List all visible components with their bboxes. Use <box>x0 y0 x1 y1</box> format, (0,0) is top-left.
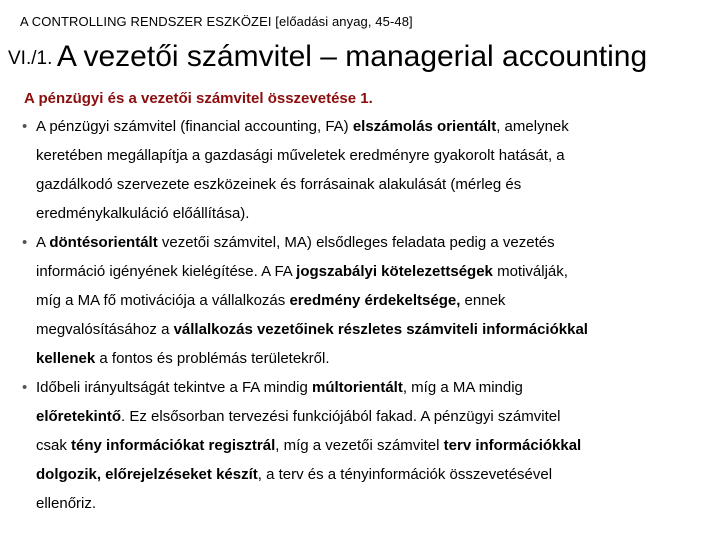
text-segment: A pénzügyi számvitel (financial accounting, FA) <box>36 118 353 135</box>
text-line <box>36 141 720 170</box>
header-line: A CONTROLLING RENDSZER ESZKÖZEI [előadási anyag, 45-48] <box>20 14 413 29</box>
text-line <box>36 373 720 402</box>
text-segment: eredménykalkuláció előállítása). <box>36 205 250 222</box>
bullet-text <box>36 228 720 373</box>
text-line <box>36 199 720 228</box>
text-line <box>36 489 720 518</box>
page-title <box>8 40 647 74</box>
bold-text: kellenek <box>36 350 96 367</box>
text-segment: míg a MA fő motivációja a vállalkozás <box>36 292 290 309</box>
text-line <box>36 170 720 199</box>
text-line <box>36 431 720 460</box>
bold-text: vállalkozás vezetőinek részletes számviteli információkkal <box>173 321 588 338</box>
text-line <box>36 286 720 315</box>
text-segment: . Ez elsősorban tervezési funkciójából fakad. A pénzügyi számvitel <box>121 408 561 425</box>
text-line <box>36 112 720 141</box>
text-segment: információ igényének kielégítése. A FA <box>36 263 297 280</box>
bold-text: eredmény érdekeltsége, <box>289 292 461 309</box>
text-line <box>36 460 720 489</box>
text-line <box>36 315 720 344</box>
bold-text: elszámolás orientált <box>352 118 497 135</box>
text-line <box>36 344 720 373</box>
text-segment: gazdálkodó szervezete eszközeinek és forrásainak alakulását (mérleg és <box>36 176 522 193</box>
section-number: VI./1. <box>8 48 53 69</box>
text-line <box>36 228 720 257</box>
bullet-text <box>36 112 720 228</box>
bullet-item <box>0 228 720 373</box>
bold-text: előretekintő <box>36 408 122 425</box>
bullet-list <box>0 112 720 518</box>
subtitle: A pénzügyi és a vezetői számvitel összevetése 1. <box>24 90 373 107</box>
text-segment: Időbeli irányultságát tekintve a FA mindig <box>36 379 312 396</box>
text-segment: keretében megállapítja a gazdasági műveletek eredményre gyakorolt hatását, a <box>36 147 565 164</box>
bullet-item <box>0 373 720 518</box>
text-segment: A <box>36 234 50 251</box>
text-segment: vezetői számvitel, MA) elsődleges feladata pedig a vezetés <box>157 234 555 251</box>
bullet-dot-icon: • <box>22 234 28 251</box>
bullet-dot-icon: • <box>22 118 28 135</box>
bullet-item <box>0 112 720 228</box>
text-line <box>36 257 720 286</box>
text-segment: ennek <box>460 292 506 309</box>
text-segment: csak <box>36 437 72 454</box>
bold-text: jogszabályi kötelezettségek <box>296 263 493 280</box>
bold-text: döntésorientált <box>49 234 158 251</box>
text-segment: , míg a vezetői számvitel <box>275 437 444 454</box>
bold-text: dolgozik, előrejelzéseket készít <box>36 466 258 483</box>
text-segment: , a terv és a tényinformációk összevetésével <box>257 466 553 483</box>
text-segment: a fontos és problémás területekről. <box>95 350 330 367</box>
text-segment: megvalósításához a <box>36 321 174 338</box>
bullet-dot-icon: • <box>22 379 28 396</box>
bold-text: múltorientált <box>312 379 403 396</box>
bold-text: tény információkat regisztrál <box>71 437 276 454</box>
text-segment: , amelynek <box>496 118 569 135</box>
text-segment: motiválják, <box>492 263 568 280</box>
text-segment: , míg a MA mindig <box>402 379 523 396</box>
bullet-text <box>36 373 720 518</box>
text-line <box>36 402 720 431</box>
title-text: A vezetői számvitel – managerial accounting <box>56 40 648 73</box>
bold-text: terv információkkal <box>443 437 582 454</box>
text-segment: ellenőriz. <box>36 495 97 512</box>
